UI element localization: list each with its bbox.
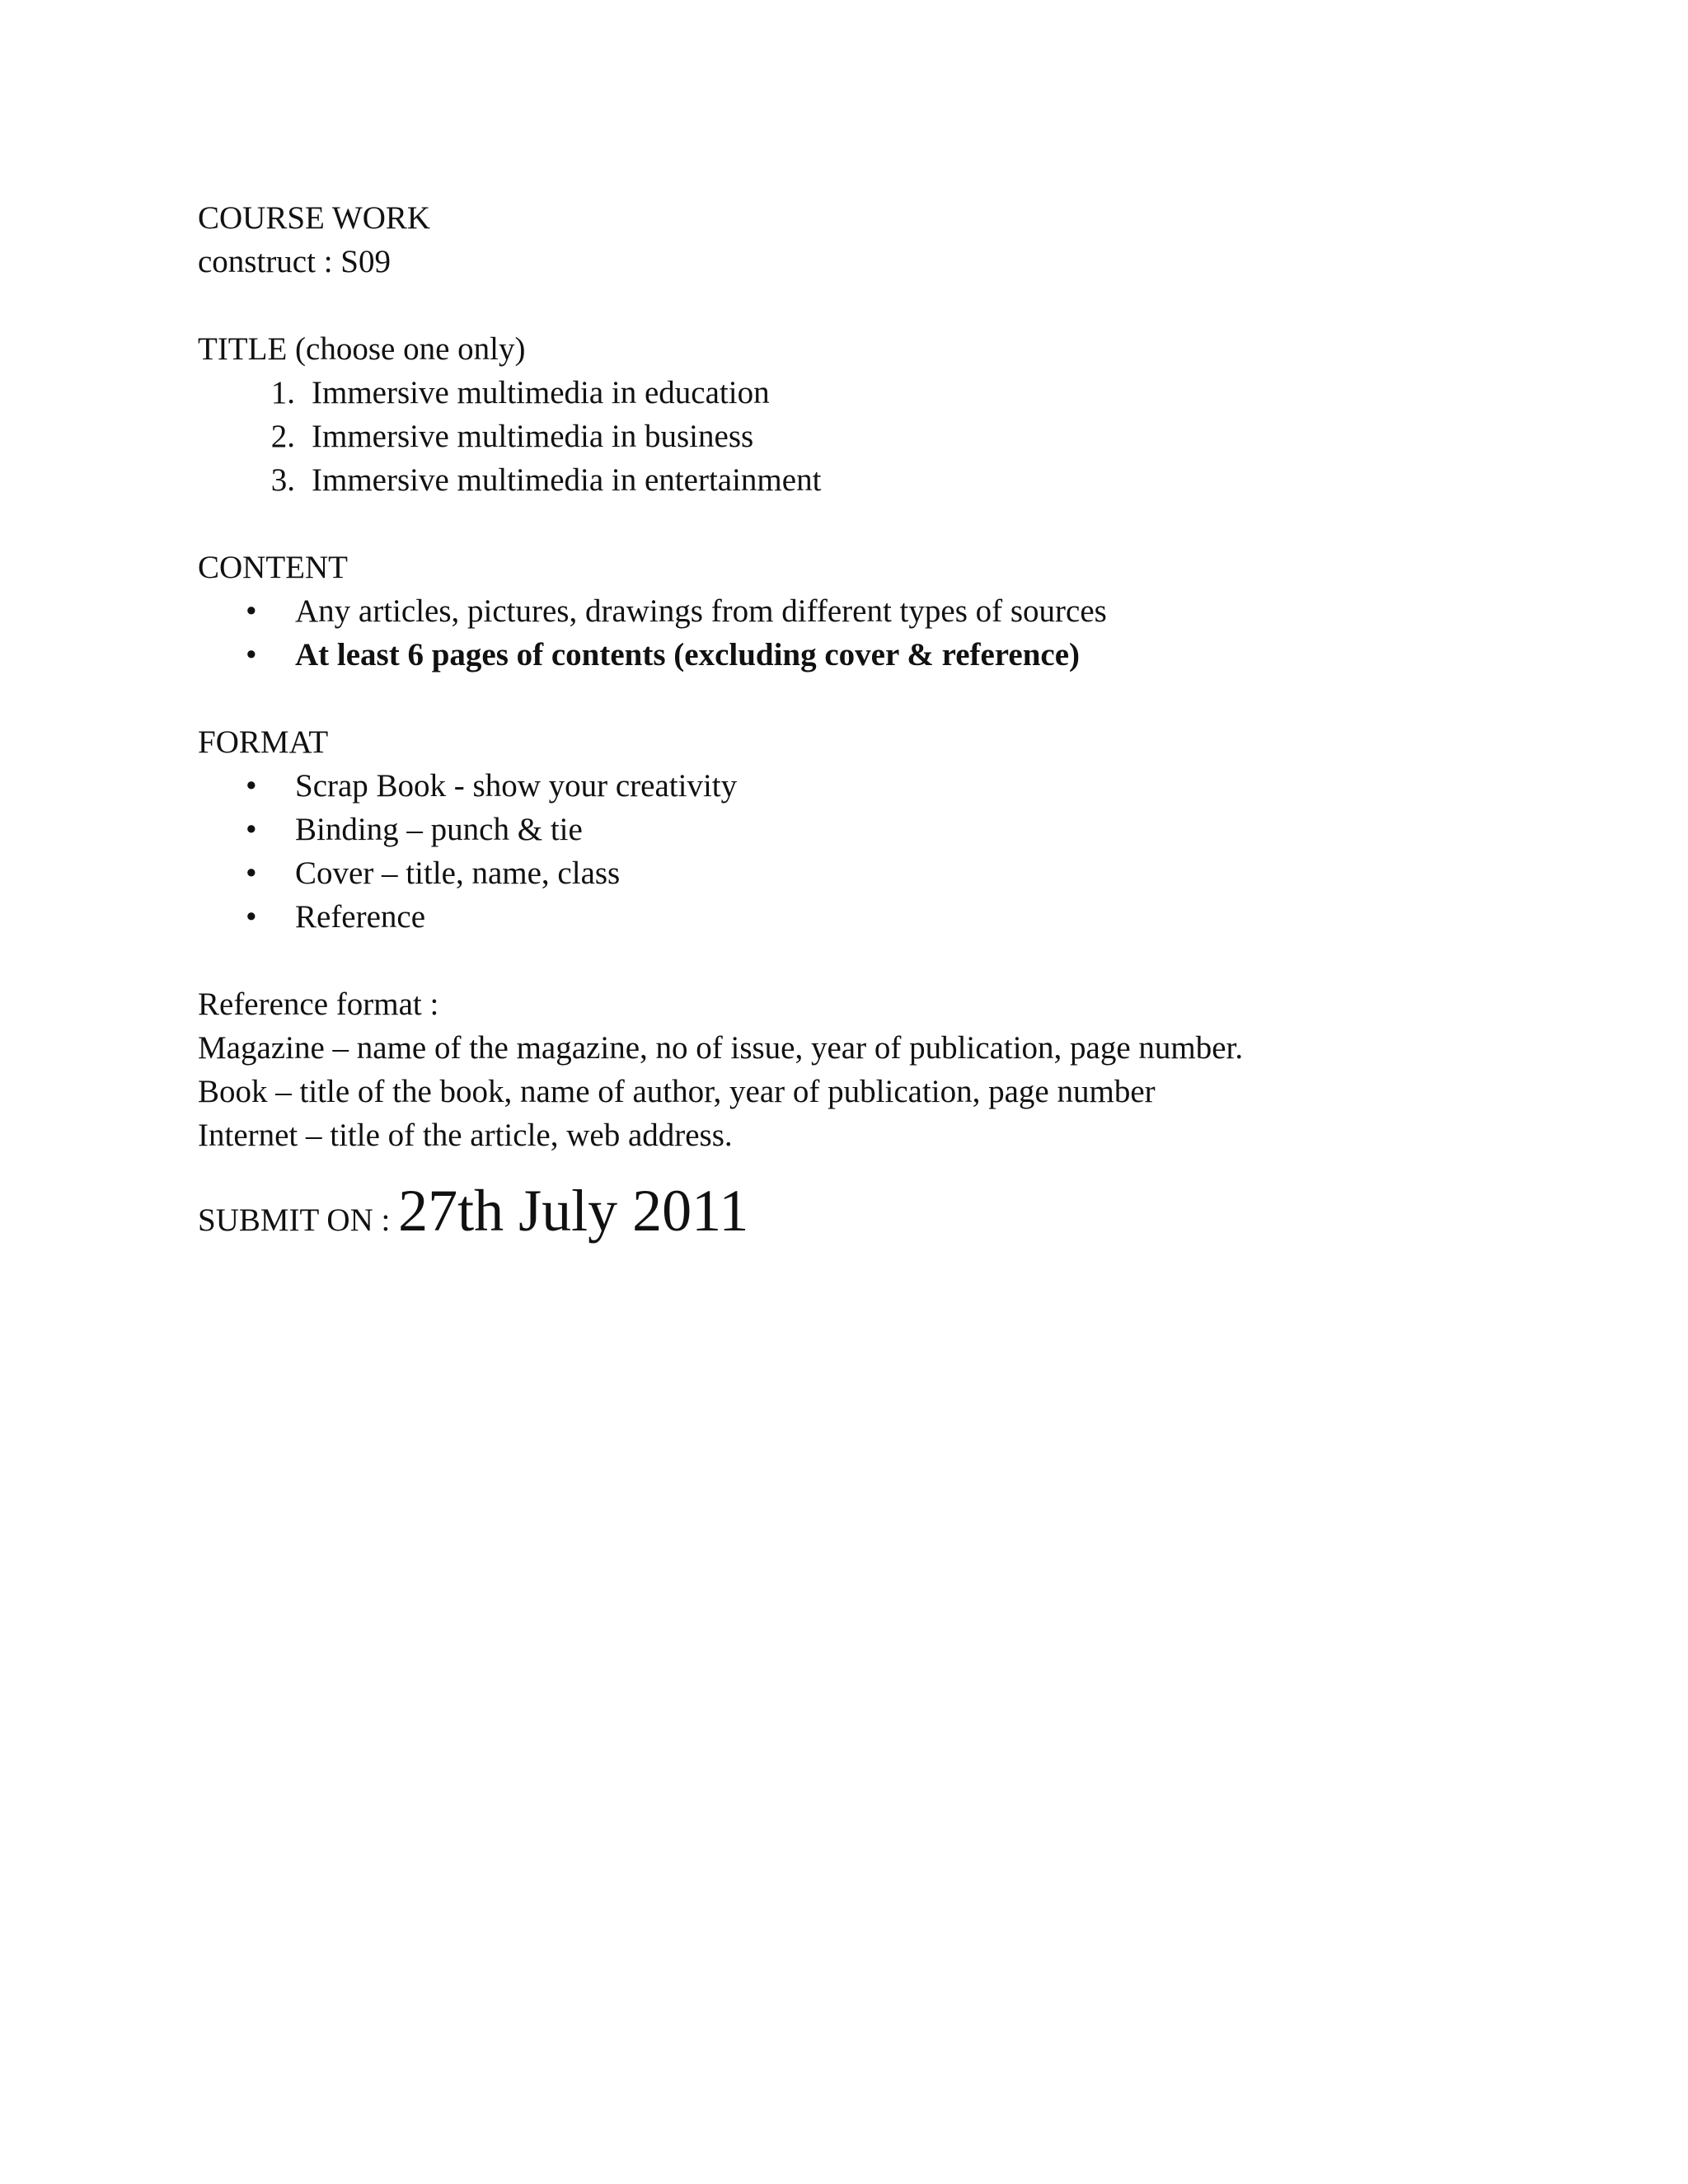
course-work-title: COURSE WORK [198, 200, 431, 236]
list-item [198, 589, 1558, 633]
list-item [198, 764, 1558, 808]
list-item [198, 415, 1558, 458]
list-item [198, 895, 1558, 939]
content-section-heading: CONTENT [198, 550, 348, 585]
document-content [198, 196, 1558, 1258]
bullet-icon: • [246, 855, 257, 891]
submit-label: SUBMIT ON : [198, 1202, 391, 1238]
spacer [198, 284, 1558, 327]
title-option-text: Immersive multimedia in education [312, 375, 770, 410]
bullet-icon: • [246, 812, 257, 847]
bullet-icon: • [246, 768, 257, 804]
content-requirements-list [198, 589, 1558, 677]
content-item-text-emphasized: At least 6 pages of contents (excluding cover & reference) [295, 637, 1081, 673]
bullet-icon: • [246, 637, 257, 673]
submission-deadline [198, 1174, 1558, 1258]
list-number: 2. [270, 419, 295, 454]
spacer [198, 939, 1558, 982]
reference-format-internet: Internet – title of the article, web address. [198, 1118, 733, 1153]
title-section-heading: TITLE (choose one only) [198, 331, 526, 367]
title-option-text: Immersive multimedia in entertainment [312, 462, 822, 498]
construct-code: construct : S09 [198, 244, 391, 279]
list-item [198, 371, 1558, 415]
format-requirements-list [198, 764, 1558, 939]
spacer [198, 677, 1558, 720]
bullet-icon: • [246, 899, 257, 935]
format-item-text: Scrap Book - show your creativity [295, 768, 738, 804]
list-item [198, 458, 1558, 502]
list-number: 1. [270, 375, 295, 410]
submit-date: 27th July 2011 [398, 1178, 749, 1244]
format-item-text: Reference [295, 899, 426, 935]
spacer [198, 502, 1558, 546]
list-item [198, 808, 1558, 851]
list-number: 3. [270, 462, 295, 498]
title-options-list [198, 371, 1558, 502]
content-item-text: Any articles, pictures, drawings from different types of sources [295, 593, 1107, 629]
reference-format-magazine: Magazine – name of the magazine, no of issue, year of publication, page number. [198, 1030, 1244, 1066]
reference-format-heading: Reference format : [198, 987, 439, 1022]
bullet-icon: • [246, 593, 257, 629]
title-option-text: Immersive multimedia in business [312, 419, 754, 454]
format-section-heading: FORMAT [198, 724, 329, 760]
list-item [198, 633, 1558, 677]
format-item-text: Cover – title, name, class [295, 855, 621, 891]
format-item-text: Binding – punch & tie [295, 812, 583, 847]
reference-format-book: Book – title of the book, name of author, year of publication, page number [198, 1074, 1156, 1109]
list-item [198, 851, 1558, 895]
